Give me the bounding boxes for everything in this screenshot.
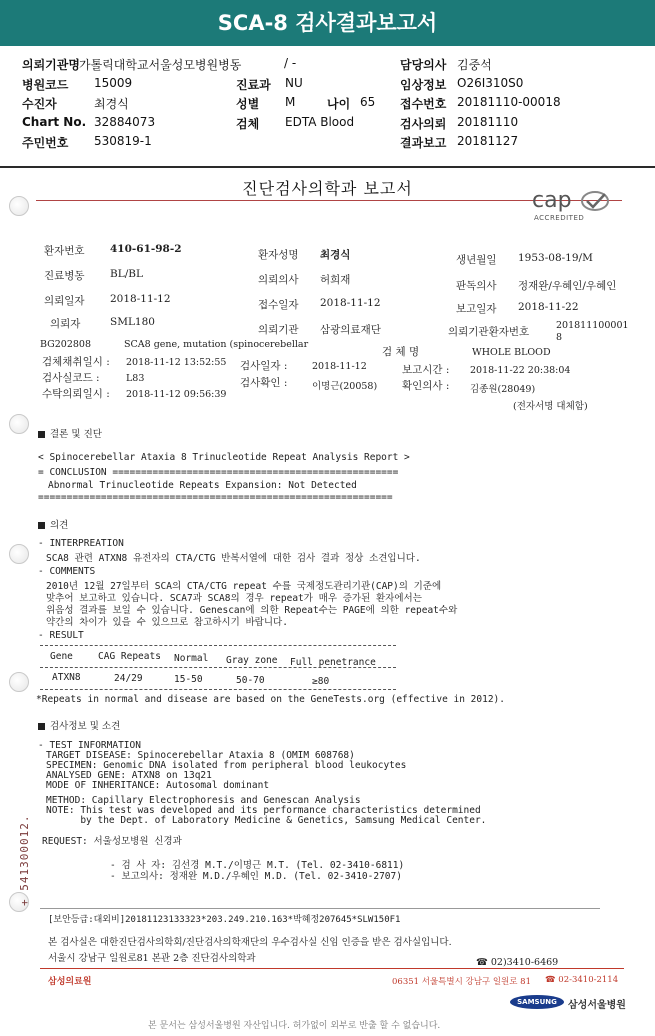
header-item-patient: 수진자 최경식 <box>22 97 129 111</box>
value-inst-patient-no: 201811100001 <box>556 320 629 331</box>
square-bullet-icon <box>38 431 45 438</box>
header-item-accession-no: 접수번호 20181110-00018 <box>400 95 561 111</box>
punch-hole <box>9 196 29 216</box>
value-collection-time: 2018-11-12 13:52:55 <box>126 357 227 368</box>
conclusion-rule: ============================================================== <box>38 492 393 503</box>
label-reader: 판독의사 <box>456 280 497 292</box>
report-banner-title: SCA-8 검사결과보고서 <box>0 0 655 46</box>
cap-accredited-logo: cap ACCREDITED <box>528 188 618 224</box>
header-item-department: 진료과 NU <box>236 76 303 92</box>
test-info-line: TARGET DISEASE: Spinocerebellar Ataxia 8 (OMIM 608768) <box>46 750 355 761</box>
comment-line: 맞추어 보고하고 있습니다. SCA7과 SCA8의 경우 repeat가 매우 증가된 환자에서는 <box>46 593 422 604</box>
label-dob: 생년월일 <box>456 254 497 266</box>
value-patient-name: 최경식 <box>320 249 351 261</box>
label-confirm-doctor: 확인의사 : <box>402 380 450 392</box>
header-ward-extra: / - <box>284 56 297 70</box>
table-header-gene: Gene <box>50 651 73 662</box>
footer-red-rule <box>40 968 624 969</box>
test-info-line: SPECIMEN: Genomic DNA isolated from peripheral blood leukocytes <box>46 760 407 771</box>
cell-normal: 15-50 <box>174 674 203 685</box>
table-header-full-penetrance: Full penetrance <box>290 657 376 668</box>
samsung-logo: SAMSUNG <box>510 995 564 1009</box>
comment-line: 위음성 결과를 보일 수 있습니다. Genescan에 의한 Repeat수는 PAGE에 의한 repeat수와 <box>46 605 458 616</box>
interpretation-header: - INTERPREATION <box>38 538 124 549</box>
cell-cag-repeats: 24/29 <box>114 673 143 684</box>
test-info-line: NOTE: This test was developed and its performance characteristics determined <box>46 805 481 816</box>
org-address: 06351 서울특별시 강남구 일원로 81 <box>392 977 531 987</box>
label-req-doctor: 의뢰의사 <box>258 274 299 286</box>
value-test-confirm: 이명근(20058) <box>312 381 378 392</box>
header-divider <box>0 166 655 168</box>
value-reg-no: 410-61-98-2 <box>110 243 182 255</box>
reporter-line: - 보고의사: 정재완 M.D./우혜인 M.D. (Tel. 02-3410-2707) <box>110 871 402 882</box>
header-item-chart-no: Chart No. 32884073 <box>22 115 156 129</box>
header-item-clinical-info: 임상정보 O26I310S0 <box>400 76 524 92</box>
certification-line: 본 검사실은 대한진단검사의학회/진단검사의학재단의 우수검사실 신임 인증을 받은 검사실입니다. <box>48 937 452 948</box>
header-item-institution: 의뢰기관명 가톨릭대학교서울성모병원병동 <box>22 58 242 72</box>
checkmark-icon <box>580 190 610 212</box>
value-req-inst: 삼광의료재단 <box>320 324 381 336</box>
section-heading: 검사정보 및 소견 <box>38 718 120 732</box>
org-name: 삼성의료원 <box>48 977 92 987</box>
test-info-line: by the Dept. of Laboratory Medicine & Genetics, Samsung Medical Center. <box>46 815 487 826</box>
label-lab-code: 검사실코드 : <box>42 372 100 384</box>
punch-hole <box>9 414 29 434</box>
report-title: 진단검사의학과 보고서 <box>242 179 413 198</box>
result-header: - RESULT <box>38 630 84 641</box>
header-item-resident-no: 주민번호 530819-1 <box>22 134 152 150</box>
test-info-line: MODE OF INHERITANCE: Autosomal dominant <box>46 780 270 791</box>
header-item-request-date: 검사의뢰 20181110 <box>400 115 519 131</box>
value-req-date: 2018-11-12 <box>110 293 171 305</box>
cell-gene: ATXN8 <box>52 672 81 683</box>
comment-line: 약간의 차이가 있을 수 있으므로 참고하시기 바랍니다. <box>46 617 288 628</box>
comments-header: - COMMENTS <box>38 566 96 577</box>
test-code: BG202808 <box>40 339 92 350</box>
footer-rule <box>40 908 600 909</box>
header-item-hospital-code: 병원코드 15009 <box>22 76 133 92</box>
label-report-time: 보고시간 : <box>402 364 450 376</box>
lab-phone: ☎ 02)3410-6469 <box>476 957 559 968</box>
org-phone: ☎ 02-3410-2114 <box>545 975 619 985</box>
value-received-time: 2018-11-12 09:56:39 <box>126 389 227 400</box>
punch-hole <box>9 672 29 692</box>
label-collection-time: 검체채취일시 : <box>42 356 110 368</box>
square-bullet-icon <box>38 723 45 730</box>
label-report-date: 보고일자 <box>456 303 497 315</box>
hospital-logo: 삼성서울병원 <box>568 1000 626 1011</box>
section-heading: 결론 및 진단 <box>38 426 102 440</box>
value-confirm-doctor: 김종원(28049) <box>470 384 536 395</box>
label-inst-patient-no: 의뢰기관환자번호 <box>448 326 530 338</box>
lab-address: 서울시 강남구 일원로81 본관 2층 진단검사의학과 <box>48 953 256 964</box>
result-footnote: *Repeats in normal and disease are based on the GeneTests.org (effective in 2012). <box>36 694 505 705</box>
test-info-line: METHOD: Capillary Electrophoresis and Genescan Analysis <box>46 795 361 806</box>
table-rule <box>40 689 396 690</box>
value-dob: 1953-08-19/M <box>518 252 593 264</box>
punch-hole <box>9 544 29 564</box>
table-rule <box>40 645 396 646</box>
value-inst-patient-no-cont: 8 <box>556 332 563 343</box>
table-header-gray-zone: Gray zone <box>226 655 278 666</box>
value-recv-date: 2018-11-12 <box>320 297 381 309</box>
label-recv-date: 접수일자 <box>258 299 299 311</box>
header-item-doctor: 담당의사 김중석 <box>400 58 492 72</box>
test-info-line: ANALYSED GENE: ATXN8 on 13q21 <box>46 770 212 781</box>
value-reader: 정재완/우혜인/우혜인 <box>518 280 617 292</box>
label-reg-no: 환자번호 <box>44 245 85 257</box>
label-req-inst: 의뢰기관 <box>258 324 299 336</box>
value-lab-code: L83 <box>126 373 145 384</box>
side-stamp: + 541300012. <box>18 814 31 906</box>
label-req-date: 의뢰일자 <box>44 295 85 307</box>
label-ward: 진료병동 <box>44 270 85 282</box>
request-line: REQUEST: 서울성모병원 신경과 <box>42 836 182 847</box>
value-requester: SML180 <box>110 316 155 328</box>
interpretation-text: SCA8 관련 ATXN8 유전자의 CTA/CTG 반복서열에 대한 검사 결과 정상 소견입니다. <box>46 553 421 564</box>
conclusion-text: Abnormal Trinucleotide Repeats Expansion: Not Detected <box>48 480 357 491</box>
test-name: SCA8 gene, mutation (spinocerebellar <box>124 339 309 350</box>
header-item-sex: 성별 M <box>236 95 296 111</box>
label-patient-name: 환자성명 <box>258 249 299 261</box>
section-heading: 의견 <box>38 517 68 531</box>
square-bullet-icon <box>38 522 45 529</box>
value-test-date: 2018-11-12 <box>312 361 367 372</box>
table-header-cag: CAG Repeats <box>98 651 161 662</box>
label-specimen: 검 체 명 <box>382 346 420 358</box>
disclaimer: 본 문서는 삼성서울병원 자산입니다. 허가없이 외부로 반출 할 수 없습니다. <box>148 1021 441 1031</box>
header-item-specimen: 검체 EDTA Blood <box>236 115 355 131</box>
cell-gray-zone: 50-70 <box>236 675 265 686</box>
label-test-confirm: 검사확인 : <box>240 377 288 389</box>
conclusion-header: = CONCLUSION ================================================== <box>38 467 399 478</box>
label-requester: 의뢰자 <box>50 318 81 330</box>
label-received-time: 수탁의뢰일시 : <box>42 388 110 400</box>
header-item-result-date: 결과보고 20181127 <box>400 134 519 150</box>
value-specimen: WHOLE BLOOD <box>472 347 551 358</box>
table-header-normal: Normal <box>174 653 209 664</box>
header-item-age: 나이 65 <box>327 95 376 111</box>
value-report-time: 2018-11-22 20:38:04 <box>470 365 571 376</box>
tester-line: - 검 사 자: 김선경 M.T./이명근 M.T. (Tel. 02-3410-6811) <box>110 860 405 871</box>
security-line: [보안등급:대외비]20181123133323*203.249.210.163*박혜정207645*SLW150F1 <box>48 915 401 925</box>
value-report-date: 2018-11-22 <box>518 301 579 313</box>
table-rule <box>40 667 396 668</box>
label-test-date: 검사일자 : <box>240 360 288 372</box>
report-name: < Spinocerebellar Ataxia 8 Trinucleotide Repeat Analysis Report > <box>38 452 410 463</box>
value-ward: BL/BL <box>110 268 143 280</box>
value-req-doctor: 허희재 <box>320 274 351 286</box>
cell-full-penetrance: ≥80 <box>312 676 330 687</box>
test-info-header: - TEST INFORMATION <box>38 740 141 751</box>
comment-line: 2010년 12월 27일부터 SCA의 CTA/CTG repeat 수를 국제정도관리기관(CAP)의 기준에 <box>46 581 442 592</box>
esign-note: (전자서명 대체함) <box>513 401 588 412</box>
